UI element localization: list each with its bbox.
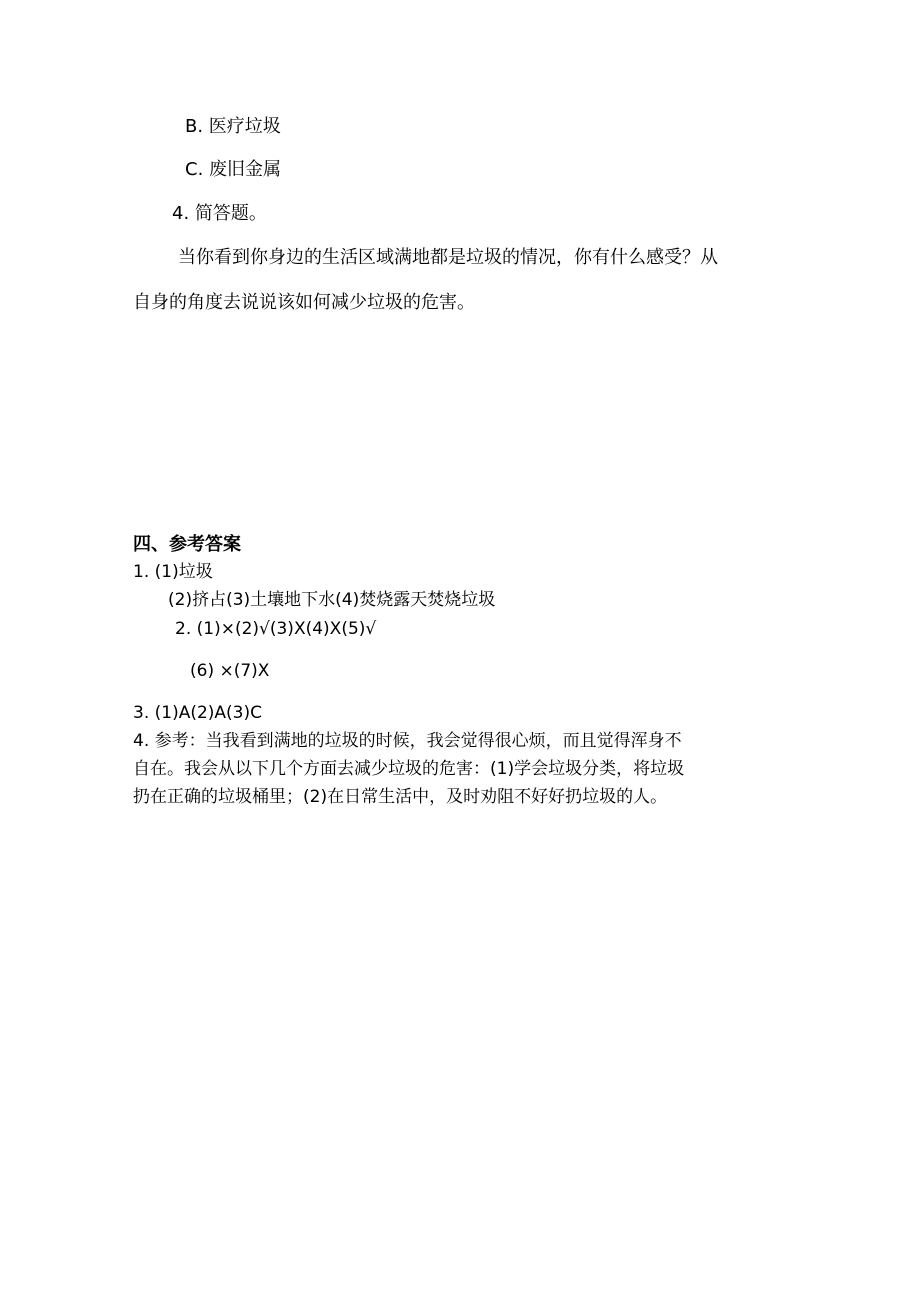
answer-1-line1: 1. (1)垃圾: [133, 562, 213, 582]
answer-4-line1: 4. 参考：当我看到满地的垃圾的时候，我会觉得很心烦，而且觉得浑身不: [133, 731, 682, 751]
answer-1-line2: (2)挤占(3)土壤地下水(4)焚烧露天焚烧垃圾: [168, 590, 496, 610]
question-4-title: 4. 简答题。: [172, 203, 267, 224]
question-4-prompt-line2: 自身的角度去说说该如何减少垃圾的危害。: [133, 292, 475, 313]
option-c: C. 废旧金属: [185, 159, 282, 180]
answer-2-line1: 2. (1)×(2)√(3)X(4)X(5)√: [175, 619, 377, 639]
answer-2-line2: (6) ×(7)X: [190, 661, 270, 681]
answer-3: 3. (1)A(2)A(3)C: [133, 703, 262, 723]
question-4-prompt-line1: 当你看到你身边的生活区域满地都是垃圾的情况，你有什么感受？从: [178, 247, 718, 268]
answer-4-line3: 扔在正确的垃圾桶里；(2)在日常生活中，及时劝阻不好好扔垃圾的人。: [133, 787, 668, 807]
answers-heading: 四、参考答案: [133, 534, 241, 555]
option-b: B. 医疗垃圾: [185, 116, 281, 137]
answer-4-line2: 自在。我会从以下几个方面去减少垃圾的危害：(1)学会垃圾分类，将垃圾: [133, 759, 685, 779]
